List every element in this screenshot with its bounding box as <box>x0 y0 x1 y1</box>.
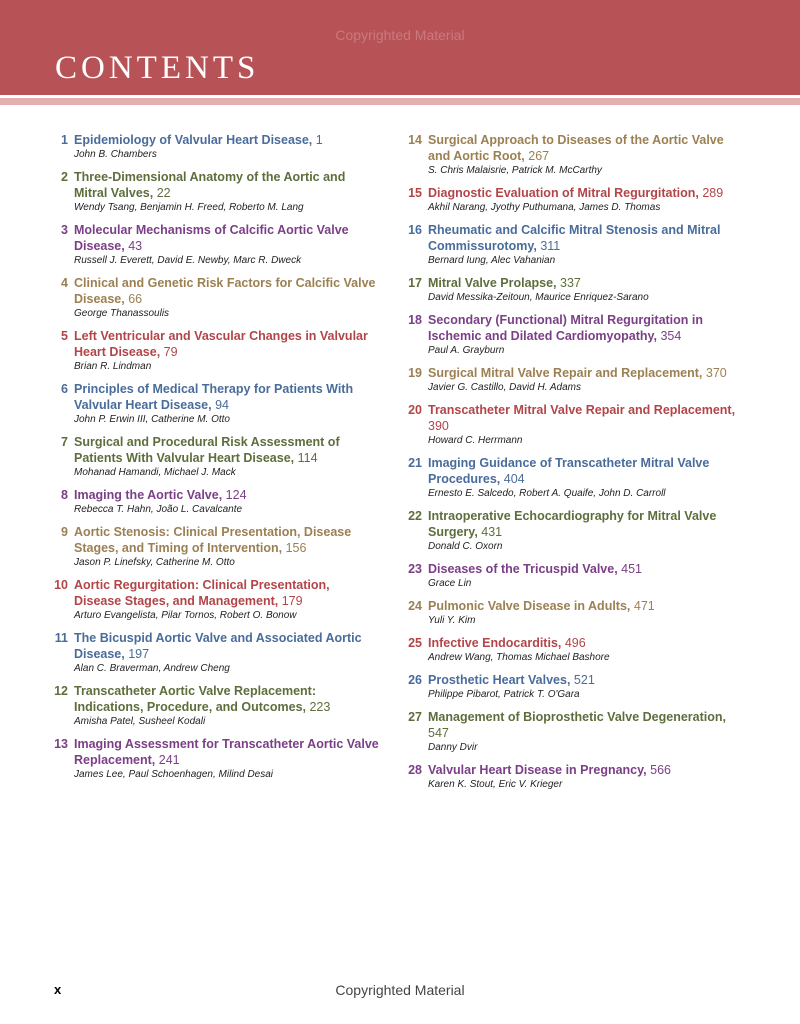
entry-body <box>74 524 380 570</box>
chapter-title-line <box>74 524 380 556</box>
chapter-title: Infective Endocarditis, <box>428 636 562 650</box>
chapter-authors: Amisha Patel, Susheel Kodali <box>74 716 206 727</box>
chapter-number: 14 <box>408 133 422 147</box>
toc-entry[interactable] <box>50 434 380 480</box>
entry-body <box>428 275 740 305</box>
page-number: 179 <box>281 594 303 608</box>
chapter-number: 2 <box>61 170 68 184</box>
chapter-authors: Akhil Narang, Jyothy Puthumana, James D. Thomas <box>428 202 661 213</box>
chapter-number: 6 <box>61 382 68 396</box>
chapter-number: 24 <box>408 599 422 613</box>
chapter-title: Principles of Medical Therapy for Patients With Valvular Heart Disease, <box>74 382 354 412</box>
chapter-title: The Bicuspid Aortic Valve and Associated Aortic Disease, <box>74 631 362 661</box>
entry-body <box>74 630 380 676</box>
chapter-title: Surgical Approach to Diseases of the Aortic Valve and Aortic Root, <box>428 133 724 163</box>
chapter-authors: Javier G. Castillo, David H. Adams <box>428 382 582 393</box>
toc-entry[interactable] <box>50 630 380 676</box>
chapter-title-line <box>74 222 380 254</box>
chapter-number: 4 <box>61 276 68 290</box>
chapter-title: Epidemiology of Valvular Heart Disease, <box>74 133 313 147</box>
chapter-authors: James Lee, Paul Schoenhagen, Milind Desai <box>74 769 274 780</box>
chapter-authors: David Messika-Zeitoun, Maurice Enriquez-Sarano <box>428 292 649 303</box>
chapter-title: Transcatheter Aortic Valve Replacement: Indications, Procedure, and Outcomes, <box>74 684 316 714</box>
toc-entry[interactable] <box>404 132 740 178</box>
chapter-title: Imaging Guidance of Transcatheter Mitral Valve Procedures, <box>428 456 710 486</box>
chapter-title: Pulmonic Valve Disease in Adults, <box>428 599 631 613</box>
page-number: 94 <box>215 398 229 412</box>
chapter-title-line <box>74 487 380 503</box>
chapter-number: 20 <box>408 403 422 417</box>
chapter-title: Diagnostic Evaluation of Mitral Regurgitation, <box>428 186 699 200</box>
chapter-title-line <box>428 709 740 741</box>
chapter-number: 10 <box>54 578 68 592</box>
entry-body <box>74 169 380 215</box>
chapter-title: Secondary (Functional) Mitral Regurgitation in Ischemic and Dilated Cardiomyopathy, <box>428 313 704 343</box>
chapter-title-line <box>428 762 740 778</box>
entry-body <box>428 185 740 215</box>
chapter-authors: S. Chris Malaisrie, Patrick M. McCarthy <box>428 165 602 176</box>
chapter-title: Surgical Mitral Valve Repair and Replacement, <box>428 366 703 380</box>
chapter-number: 18 <box>408 313 422 327</box>
chapter-title-line <box>74 381 380 413</box>
chapter-title: Mitral Valve Prolapse, <box>428 276 557 290</box>
chapter-number: 13 <box>54 737 68 751</box>
toc-column-right <box>404 132 740 799</box>
chapter-title: Molecular Mechanisms of Calcific Aortic Valve Disease, <box>74 223 349 253</box>
toc-entry[interactable] <box>404 275 740 305</box>
toc-entry[interactable] <box>404 185 740 215</box>
page-number: 1 <box>315 133 323 147</box>
page-number: 79 <box>163 345 178 359</box>
entry-body <box>74 275 380 321</box>
chapter-title-line <box>74 328 380 360</box>
toc-entry[interactable] <box>404 312 740 358</box>
page-number: 223 <box>309 700 331 714</box>
chapter-number: 19 <box>408 366 422 380</box>
entry-body <box>428 402 740 448</box>
entry-body <box>428 508 740 554</box>
chapter-number: 11 <box>54 631 68 645</box>
chapter-number: 3 <box>61 223 68 237</box>
page-number: 311 <box>540 239 561 253</box>
page-number: 124 <box>225 488 247 502</box>
chapter-authors: Brian R. Lindman <box>74 361 152 372</box>
chapter-title-line <box>74 577 380 609</box>
toc-entry[interactable] <box>50 524 380 570</box>
page-folio: x <box>54 982 62 997</box>
entry-body <box>74 381 380 427</box>
chapter-title-line <box>428 185 740 201</box>
page-number: 471 <box>633 599 655 613</box>
chapter-title: Prosthetic Heart Valves, <box>428 673 571 687</box>
chapter-title-line <box>74 683 380 715</box>
entry-body <box>428 312 740 358</box>
toc-entry[interactable] <box>50 381 380 427</box>
toc-entry[interactable] <box>404 222 740 268</box>
chapter-number: 27 <box>408 710 422 724</box>
page-number: 22 <box>156 186 171 200</box>
chapter-authors: Mohanad Hamandi, Michael J. Mack <box>74 467 236 478</box>
toc-entry[interactable] <box>50 169 380 215</box>
chapter-title: Transcatheter Mitral Valve Repair and Replacement, <box>428 403 736 417</box>
entry-body <box>74 328 380 374</box>
chapter-number: 22 <box>408 509 422 523</box>
chapter-authors: Ernesto E. Salcedo, Robert A. Quaife, John D. Carroll <box>428 488 666 499</box>
chapter-title-line <box>428 365 740 381</box>
entry-body <box>74 132 380 162</box>
toc-entry[interactable] <box>50 275 380 321</box>
chapter-title: Aortic Stenosis: Clinical Presentation, Disease Stages, and Timing of Intervention, <box>74 525 352 555</box>
chapter-title-line <box>428 561 740 577</box>
toc-entry[interactable] <box>50 328 380 374</box>
page-number: 521 <box>573 673 595 687</box>
page-number: 431 <box>481 525 503 539</box>
entry-body <box>428 455 740 501</box>
entry-body <box>74 487 380 517</box>
contents-header-band <box>0 0 800 95</box>
chapter-title-line <box>428 508 740 540</box>
chapter-title: Diseases of the Tricuspid Valve, <box>428 562 618 576</box>
chapter-number: 17 <box>408 276 422 290</box>
page-number: 496 <box>564 636 586 650</box>
chapter-title-line <box>74 132 380 148</box>
chapter-title-line <box>428 312 740 344</box>
chapter-authors: Alan C. Braverman, Andrew Cheng <box>74 663 230 674</box>
chapter-authors: Grace Lin <box>428 578 472 589</box>
chapter-title: Surgical and Procedural Risk Assessment of Patients With Valvular Heart Disease, <box>74 435 340 465</box>
chapter-authors: Jason P. Linefsky, Catherine M. Otto <box>74 557 235 568</box>
entry-body <box>428 635 740 665</box>
toc-entry[interactable] <box>404 402 740 448</box>
chapter-authors: Karen K. Stout, Eric V. Krieger <box>428 779 563 790</box>
page-number: 370 <box>705 366 727 380</box>
watermark-top: Copyrighted Material <box>335 27 465 43</box>
chapter-title-line <box>428 132 740 164</box>
page-number: 354 <box>660 329 682 343</box>
chapter-number: 9 <box>61 525 68 539</box>
toc-entry[interactable] <box>404 672 740 702</box>
chapter-title: Imaging Assessment for Transcatheter Aortic Valve Replacement, <box>74 737 379 767</box>
chapter-title-line <box>74 275 380 307</box>
chapter-number: 23 <box>408 562 422 576</box>
page-number: 451 <box>621 562 643 576</box>
chapter-authors: Wendy Tsang, Benjamin H. Freed, Roberto M. Lang <box>74 202 304 213</box>
toc-entry[interactable] <box>404 508 740 554</box>
chapter-number: 16 <box>408 223 422 237</box>
chapter-title-line <box>74 630 380 662</box>
chapter-authors: Andrew Wang, Thomas Michael Bashore <box>428 652 610 663</box>
chapter-number: 7 <box>61 435 68 449</box>
toc-entry[interactable] <box>404 635 740 665</box>
header-divider-stripe <box>0 98 800 105</box>
toc-entry[interactable] <box>50 736 380 782</box>
chapter-authors: Arturo Evangelista, Pilar Tornos, Robert O. Bonow <box>74 610 297 621</box>
page-number: 66 <box>128 292 143 306</box>
entry-body <box>428 222 740 268</box>
chapter-title-line <box>428 402 740 434</box>
chapter-authors: Paul A. Grayburn <box>428 345 505 356</box>
entry-body <box>428 365 740 395</box>
page-number: 404 <box>503 472 525 486</box>
chapter-authors: Philippe Pibarot, Patrick T. O'Gara <box>428 689 580 700</box>
chapter-authors: Yuli Y. Kim <box>428 615 476 626</box>
chapter-title: Left Ventricular and Vascular Changes in Valvular Heart Disease, <box>74 329 368 359</box>
page-number: 197 <box>128 647 150 661</box>
chapter-title-line <box>428 222 740 254</box>
chapter-title-line <box>428 672 740 688</box>
page-number: 267 <box>528 149 550 163</box>
toc-entry[interactable] <box>404 561 740 591</box>
chapter-title: Rheumatic and Calcific Mitral Stenosis and Mitral Commissurotomy, <box>428 223 721 253</box>
page-number: 566 <box>650 763 671 777</box>
chapter-authors: John B. Chambers <box>74 149 157 160</box>
chapter-title: Three-Dimensional Anatomy of the Aortic and Mitral Valves, <box>74 170 346 200</box>
chapter-title-line <box>74 434 380 466</box>
entry-body <box>428 561 740 591</box>
chapter-authors: Russell J. Everett, David E. Newby, Marc R. Dweck <box>74 255 302 266</box>
entry-body <box>74 434 380 480</box>
chapter-number: 28 <box>408 763 422 777</box>
chapter-number: 25 <box>408 636 422 650</box>
page-number: 43 <box>128 239 143 253</box>
entry-body <box>428 132 740 178</box>
chapter-number: 1 <box>61 133 68 147</box>
chapter-number: 26 <box>408 673 422 687</box>
toc-entry[interactable] <box>404 709 740 755</box>
chapter-title-line <box>74 736 380 768</box>
chapter-title: Clinical and Genetic Risk Factors for Calcific Valve Disease, <box>74 276 376 306</box>
entry-body <box>428 709 740 755</box>
toc-entry[interactable] <box>404 365 740 395</box>
chapter-authors: Rebecca T. Hahn, João L. Cavalcante <box>74 504 243 515</box>
entry-body <box>74 736 380 782</box>
toc-entry[interactable] <box>50 577 380 623</box>
toc-entry[interactable] <box>50 683 380 729</box>
page-number: 289 <box>702 186 724 200</box>
chapter-title: Valvular Heart Disease in Pregnancy, <box>428 763 647 777</box>
entry-body <box>74 222 380 268</box>
chapter-number: 21 <box>408 456 422 470</box>
chapter-number: 8 <box>61 488 68 502</box>
chapter-title-line <box>428 598 740 614</box>
entry-body <box>428 762 740 792</box>
toc-entry[interactable] <box>50 132 380 162</box>
toc-entry[interactable] <box>50 487 380 517</box>
chapter-title: Imaging the Aortic Valve, <box>74 488 223 502</box>
entry-body <box>74 683 380 729</box>
chapter-title: Management of Bioprosthetic Valve Degeneration, <box>428 710 726 724</box>
chapter-number: 12 <box>54 684 68 698</box>
chapter-title: Intraoperative Echocardiography for Mitral Valve Surgery, <box>428 509 717 539</box>
page-number: 390 <box>428 419 449 433</box>
chapter-authors: Howard C. Herrmann <box>428 435 523 446</box>
page-number: 241 <box>158 753 180 767</box>
entry-body <box>428 598 740 628</box>
chapter-title-line <box>428 635 740 651</box>
chapter-authors: George Thanassoulis <box>74 308 170 319</box>
chapter-title: Aortic Regurgitation: Clinical Presentation, Disease Stages, and Management, <box>74 578 330 608</box>
page-number: 156 <box>285 541 307 555</box>
chapter-authors: Bernard Iung, Alec Vahanian <box>428 255 556 266</box>
page-number: 114 <box>297 451 318 465</box>
chapter-title-line <box>428 455 740 487</box>
entry-body <box>428 672 740 702</box>
toc-entry[interactable] <box>404 762 740 792</box>
chapter-title-line <box>74 169 380 201</box>
entry-body <box>74 577 380 623</box>
chapter-authors: Danny Dvir <box>428 742 478 753</box>
chapter-number: 15 <box>408 186 422 200</box>
toc-entry[interactable] <box>404 598 740 628</box>
chapter-title-line <box>428 275 740 291</box>
toc-column-left <box>50 132 380 789</box>
page-number: 547 <box>428 726 449 740</box>
chapter-authors: Donald C. Oxorn <box>428 541 503 552</box>
page-title: CONTENTS <box>55 50 260 86</box>
watermark-bottom: Copyrighted Material <box>335 982 465 998</box>
page-number: 337 <box>560 276 581 290</box>
toc-entry[interactable] <box>50 222 380 268</box>
chapter-number: 5 <box>61 329 68 343</box>
chapter-authors: John P. Erwin III, Catherine M. Otto <box>74 414 230 425</box>
toc-entry[interactable] <box>404 455 740 501</box>
